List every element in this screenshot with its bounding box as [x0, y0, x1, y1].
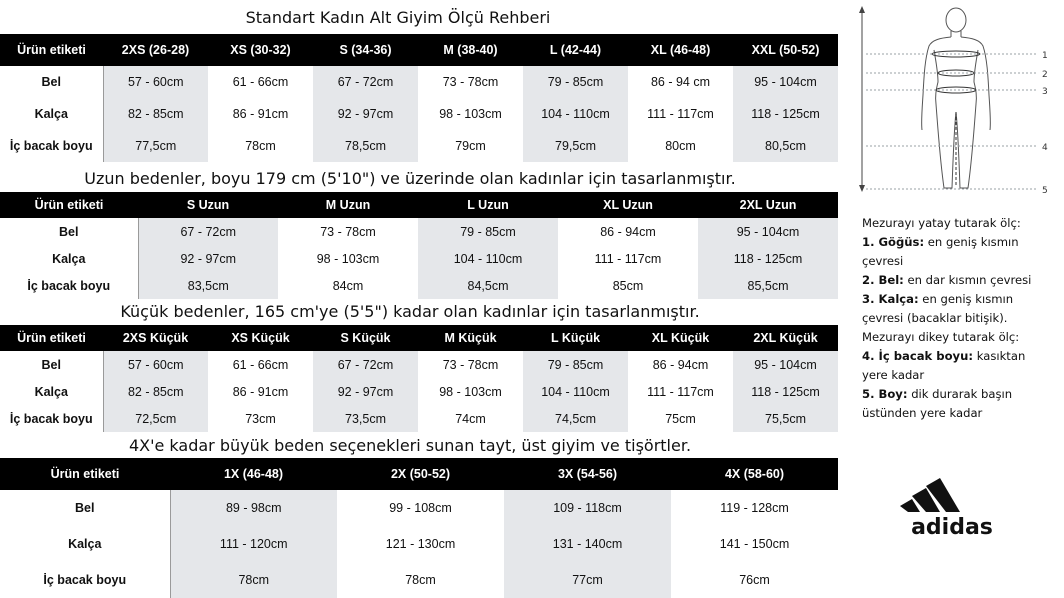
instruction-hip — [862, 290, 1058, 309]
table-row-inseam — [0, 405, 838, 432]
size-table-standard — [0, 34, 838, 162]
instruction-text: en geniş kısmın — [924, 235, 1019, 249]
section-title-plus: 4X'e kadar büyük beden seçenekleri sunan tayt, üst giyim ve tişörtler. — [128, 436, 692, 455]
table-cell: 57 - 60cm — [103, 66, 208, 98]
row-label: İç bacak boyu — [0, 272, 138, 299]
table-cell: 85cm — [558, 272, 698, 299]
table-cell: 111 - 117cm — [558, 245, 698, 272]
table-cell: 61 - 66cm — [208, 66, 313, 98]
table-cell: 86 - 91cm — [208, 98, 313, 130]
table-row-waist — [0, 351, 838, 378]
table-cell: 92 - 97cm — [138, 245, 278, 272]
instruction-cont: çevresi — [862, 254, 904, 268]
table-row-hip — [0, 526, 838, 562]
row-label: İç bacak boyu — [0, 562, 170, 598]
table-cell: 104 - 110cm — [418, 245, 558, 272]
table-cell: 86 - 91cm — [208, 378, 313, 405]
table-cell: 98 - 103cm — [418, 98, 523, 130]
table-row-hip — [0, 245, 838, 272]
table-cell: 57 - 60cm — [103, 351, 208, 378]
instruction-height — [862, 385, 1058, 404]
table-cell: 111 - 117cm — [628, 98, 733, 130]
size-table-plus — [0, 458, 839, 598]
body-outline-icon — [852, 0, 1064, 200]
table-cell: 141 - 150cm — [671, 526, 838, 562]
row-label: Bel — [0, 490, 170, 526]
instruction-num: 4. İç bacak boyu: — [862, 349, 974, 363]
row-label: Bel — [0, 351, 103, 378]
size-header: M Küçük — [418, 325, 523, 351]
size-header: 2XL Uzun — [698, 192, 838, 218]
table-cell: 104 - 110cm — [523, 98, 628, 130]
table-row-hip — [0, 378, 838, 405]
size-header: S (34-36) — [313, 34, 418, 66]
table-cell: 80,5cm — [733, 130, 838, 162]
section-title-tall: Uzun bedenler, boyu 179 cm (5'10") ve üzerinde olan kadınlar için tasarlanmıştır. — [84, 169, 736, 188]
size-header: 2XL Küçük — [733, 325, 838, 351]
table-cell: 99 - 108cm — [337, 490, 504, 526]
size-header: 4X (58-60) — [671, 458, 838, 490]
table-header-row — [0, 192, 838, 218]
table-cell: 95 - 104cm — [733, 351, 838, 378]
figure-label-1: 1 — [1042, 51, 1048, 61]
table-cell: 80cm — [628, 130, 733, 162]
table-cell: 95 - 104cm — [733, 66, 838, 98]
instruction-inseam — [862, 347, 1058, 366]
header-label: Ürün etiketi — [0, 192, 138, 218]
instruction-waist — [862, 271, 1058, 290]
table-cell: 98 - 103cm — [418, 378, 523, 405]
size-header: XXL (50-52) — [733, 34, 838, 66]
table-cell: 92 - 97cm — [313, 98, 418, 130]
size-table-tall — [0, 192, 838, 299]
table-cell: 74,5cm — [523, 405, 628, 432]
table-cell: 109 - 118cm — [504, 490, 671, 526]
size-header: XS Küçük — [208, 325, 313, 351]
size-header: M Uzun — [278, 192, 418, 218]
instruction-cont: üstünden yere kadar — [862, 406, 983, 420]
size-header: L Küçük — [523, 325, 628, 351]
size-header: 1X (46-48) — [170, 458, 337, 490]
table-row-waist — [0, 66, 838, 98]
measurement-instructions — [862, 214, 1058, 423]
table-cell: 86 - 94cm — [558, 218, 698, 245]
row-label: Bel — [0, 66, 103, 98]
size-header: S Küçük — [313, 325, 418, 351]
table-cell: 86 - 94cm — [628, 351, 733, 378]
size-header: 2XS (26-28) — [103, 34, 208, 66]
table-cell: 83,5cm — [138, 272, 278, 299]
section-title-petite: Küçük bedenler, 165 cm'ye (5'5") kadar olan kadınlar için tasarlanmıştır. — [120, 302, 700, 321]
table-cell: 79,5cm — [523, 130, 628, 162]
table-cell: 75cm — [628, 405, 733, 432]
instruction-text: kasıktan — [973, 349, 1026, 363]
size-header: 2XS Küçük — [103, 325, 208, 351]
row-label: Bel — [0, 218, 138, 245]
table-cell: 78cm — [170, 562, 337, 598]
table-cell: 79 - 85cm — [523, 66, 628, 98]
table-cell: 76cm — [671, 562, 838, 598]
table-cell: 111 - 120cm — [170, 526, 337, 562]
table-header-row — [0, 34, 838, 66]
table-cell: 95 - 104cm — [698, 218, 838, 245]
table-row-inseam — [0, 272, 838, 299]
table-cell: 111 - 117cm — [628, 378, 733, 405]
size-header: L (42-44) — [523, 34, 628, 66]
table-cell: 72,5cm — [103, 405, 208, 432]
size-table-petite — [0, 325, 838, 432]
adidas-logo — [890, 468, 1014, 540]
figure-label-2: 2 — [1042, 70, 1048, 80]
figure-label-3: 3 — [1042, 87, 1048, 97]
table-cell: 78cm — [208, 130, 313, 162]
header-label: Ürün etiketi — [0, 458, 170, 490]
instruction-chest — [862, 233, 1058, 252]
table-cell: 84,5cm — [418, 272, 558, 299]
logo-text: adidas — [911, 515, 993, 540]
table-cell: 74cm — [418, 405, 523, 432]
table-cell: 119 - 128cm — [671, 490, 838, 526]
table-cell: 78,5cm — [313, 130, 418, 162]
instruction-num: 1. Göğüs: — [862, 235, 925, 249]
table-cell: 89 - 98cm — [170, 490, 337, 526]
header-label: Ürün etiketi — [0, 34, 103, 66]
section-title-standard: Standart Kadın Alt Giyim Ölçü Rehberi — [245, 8, 551, 27]
row-label: Kalça — [0, 526, 170, 562]
table-cell: 73cm — [208, 405, 313, 432]
table-cell: 84cm — [278, 272, 418, 299]
instruction-num: 5. Boy: — [862, 387, 908, 401]
table-cell: 67 - 72cm — [313, 66, 418, 98]
size-header: 3X (54-56) — [504, 458, 671, 490]
table-row-inseam — [0, 562, 838, 598]
table-cell: 104 - 110cm — [523, 378, 628, 405]
instruction-cont: çevresi (bacaklar bitişik). — [862, 311, 1008, 325]
instruction-num: 3. Kalça: — [862, 292, 919, 306]
table-cell: 73 - 78cm — [418, 66, 523, 98]
table-row-hip — [0, 98, 838, 130]
measurement-figure — [852, 0, 1064, 200]
instruction-text: en dar kısmın çevresi — [903, 273, 1032, 287]
table-cell: 79 - 85cm — [418, 218, 558, 245]
table-row-inseam — [0, 130, 838, 162]
figure-label-5: 5 — [1042, 186, 1048, 196]
horizontal-intro: Mezurayı yatay tutarak ölç: — [862, 216, 1021, 230]
table-cell: 73 - 78cm — [278, 218, 418, 245]
table-cell: 73,5cm — [313, 405, 418, 432]
row-label: İç bacak boyu — [0, 130, 103, 162]
size-header: L Uzun — [418, 192, 558, 218]
adidas-stripes-icon — [890, 468, 1014, 540]
size-header: 2X (50-52) — [337, 458, 504, 490]
size-header: XL Uzun — [558, 192, 698, 218]
figure-label-4: 4 — [1042, 143, 1048, 153]
table-cell: 85,5cm — [698, 272, 838, 299]
instruction-num: 2. Bel: — [862, 273, 904, 287]
size-header: XL Küçük — [628, 325, 733, 351]
table-cell: 82 - 85cm — [103, 98, 208, 130]
table-cell: 131 - 140cm — [504, 526, 671, 562]
table-header-row — [0, 458, 838, 490]
size-header: XS (30-32) — [208, 34, 313, 66]
size-header: XL (46-48) — [628, 34, 733, 66]
table-cell: 121 - 130cm — [337, 526, 504, 562]
table-cell: 75,5cm — [733, 405, 838, 432]
table-cell: 118 - 125cm — [733, 378, 838, 405]
table-row-waist — [0, 218, 838, 245]
table-cell: 118 - 125cm — [698, 245, 838, 272]
table-row-waist — [0, 490, 838, 526]
table-cell: 79cm — [418, 130, 523, 162]
table-cell: 67 - 72cm — [313, 351, 418, 378]
row-label: Kalça — [0, 378, 103, 405]
table-cell: 86 - 94 cm — [628, 66, 733, 98]
table-header-row — [0, 325, 838, 351]
table-cell: 77,5cm — [103, 130, 208, 162]
table-cell: 92 - 97cm — [313, 378, 418, 405]
instruction-cont: yere kadar — [862, 368, 925, 382]
vertical-intro: Mezurayı dikey tutarak ölç: — [862, 330, 1020, 344]
table-cell: 77cm — [504, 562, 671, 598]
header-label: Ürün etiketi — [0, 325, 103, 351]
row-label: İç bacak boyu — [0, 405, 103, 432]
table-cell: 61 - 66cm — [208, 351, 313, 378]
table-cell: 98 - 103cm — [278, 245, 418, 272]
table-cell: 82 - 85cm — [103, 378, 208, 405]
table-cell: 73 - 78cm — [418, 351, 523, 378]
row-label: Kalça — [0, 98, 103, 130]
row-label: Kalça — [0, 245, 138, 272]
instruction-text: dik durarak başın — [907, 387, 1013, 401]
table-cell: 78cm — [337, 562, 504, 598]
table-cell: 67 - 72cm — [138, 218, 278, 245]
size-header: M (38-40) — [418, 34, 523, 66]
size-header: S Uzun — [138, 192, 278, 218]
instruction-text: en geniş kısmın — [918, 292, 1014, 306]
table-cell: 79 - 85cm — [523, 351, 628, 378]
table-cell: 118 - 125cm — [733, 98, 838, 130]
